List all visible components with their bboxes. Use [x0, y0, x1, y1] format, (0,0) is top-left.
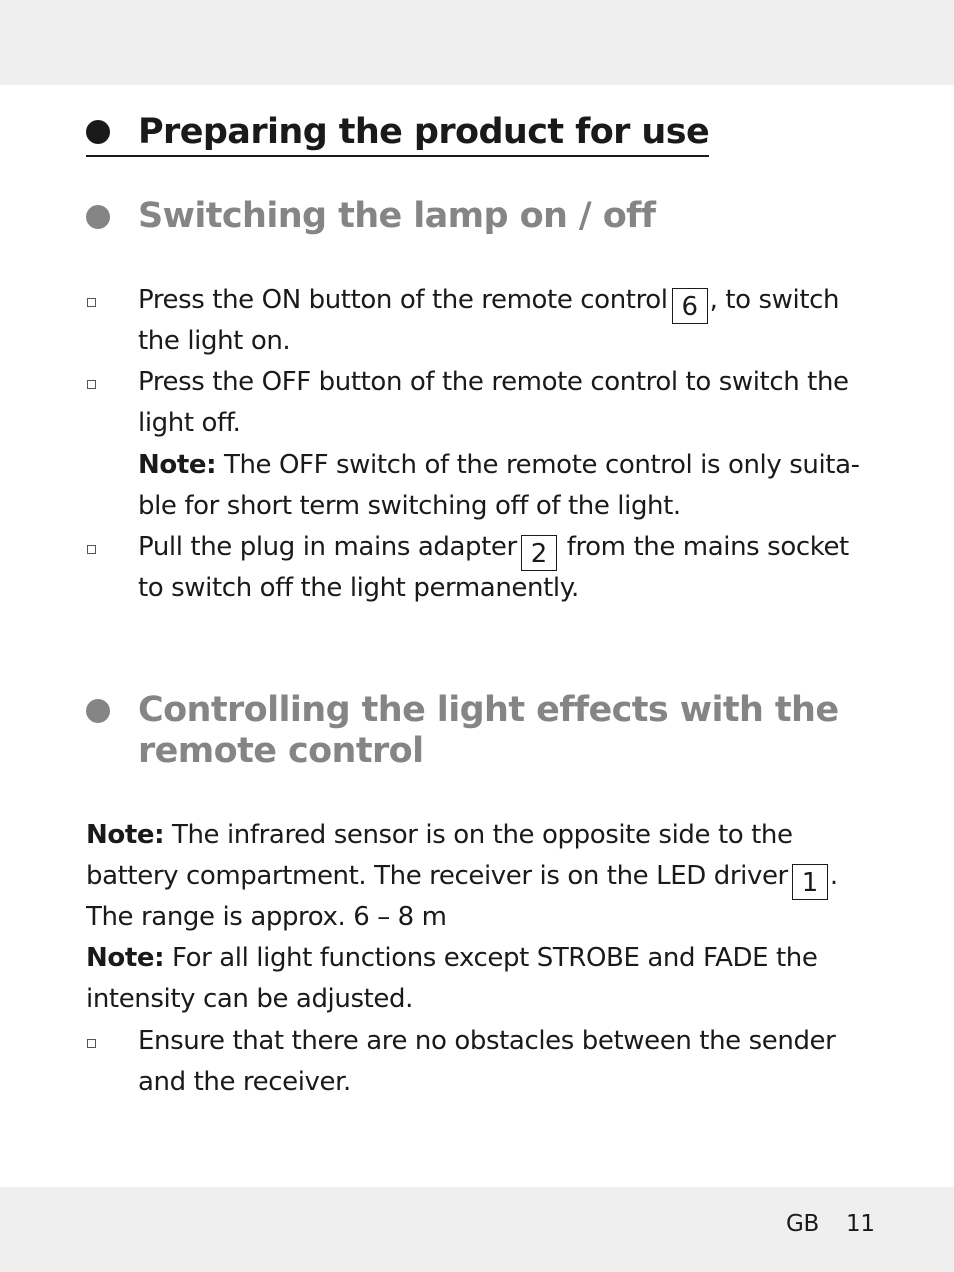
note-text: intensity can be adjusted.: [86, 984, 413, 1014]
part-reference-2: 2: [521, 535, 557, 571]
footer-language: GB: [786, 1211, 820, 1237]
heading-bullet-icon: [86, 205, 110, 229]
checkbox-bullet-icon: [87, 545, 96, 554]
note-text: battery compartment. The receiver is on the LED driver 1 .: [86, 861, 838, 898]
list-item-text: the light on.: [138, 326, 291, 356]
note-text: Note: The OFF switch of the remote control is only suita-: [138, 450, 860, 480]
list-item-text: to switch off the light permanently.: [138, 573, 579, 603]
section-heading-switching: [86, 196, 655, 237]
list-item-text: Ensure that there are no obstacles between the sender: [138, 1026, 836, 1056]
checkbox-bullet-icon: [87, 1039, 96, 1048]
section-heading-controlling: [86, 690, 838, 772]
list-item-text: light off.: [138, 408, 241, 438]
note-text: Note: The infrared sensor is on the opposite side to the: [86, 820, 793, 850]
heading-text: Preparing the product for use: [138, 112, 710, 152]
page-number: 11: [846, 1211, 875, 1237]
checkbox-bullet-icon: [87, 380, 96, 389]
heading-bullet-icon: [86, 699, 110, 723]
section-heading-preparing: [86, 112, 709, 157]
note-text: ble for short term switching off of the light.: [138, 491, 681, 521]
top-band: [0, 0, 954, 85]
note-text: Note: For all light functions except STROBE and FADE the: [86, 943, 818, 973]
note-text: The range is approx. 6 – 8 m: [86, 902, 447, 932]
list-item-text: and the receiver.: [138, 1067, 351, 1097]
list-item-text: Press the ON button of the remote control 6 , to switch: [138, 285, 840, 322]
part-reference-6: 6: [672, 288, 708, 324]
heading-text: Switching the lamp on / off: [138, 196, 656, 236]
list-item-text: Press the OFF button of the remote control to switch the: [138, 367, 849, 397]
heading-bullet-icon: [86, 120, 110, 144]
heading-text: Controlling the light effects with the remote control: [138, 690, 839, 771]
list-item-text: Pull the plug in mains adapter 2 from the mains socket: [138, 532, 849, 569]
part-reference-1: 1: [792, 864, 828, 900]
checkbox-bullet-icon: [87, 298, 96, 307]
